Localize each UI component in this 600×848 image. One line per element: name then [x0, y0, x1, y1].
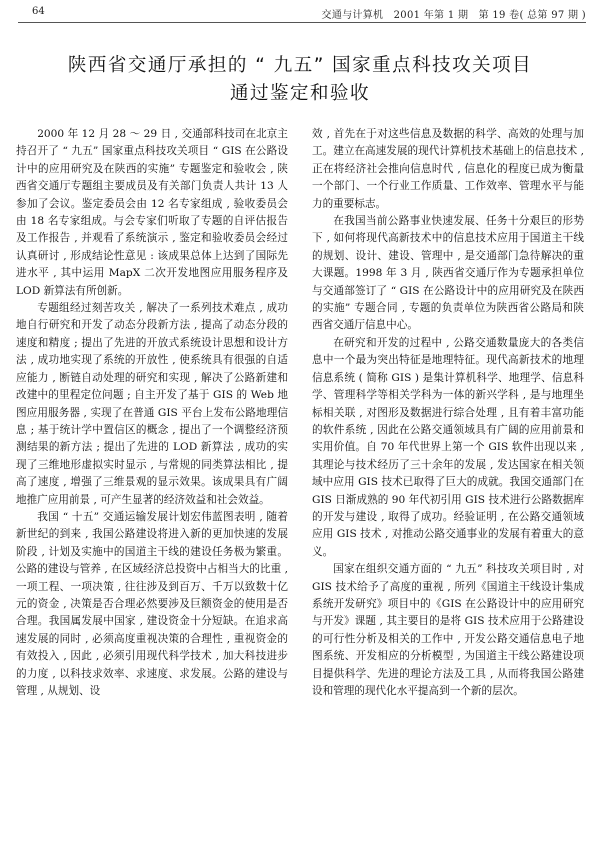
- journal-info: 交通与计算机 2001 年第 1 期 第 19 卷( 总第 97 期 ): [321, 10, 586, 21]
- paragraph-continued: 效 , 首先在于对这些信息及数据的科学、高效的处理与加工。建立在高速发展的现代计算机技术基础上的信息技术 , 正在将经济社会推向信息时代 , 信息化的程度已成为衡量一个部门、一个行业工作质量、工作效率、管理水平与能力的重要标志。: [312, 128, 584, 210]
- page-number: 64: [32, 6, 45, 17]
- right-column: [312, 126, 584, 841]
- left-column: [16, 126, 288, 841]
- paragraph: 专题组经过刻苦攻关 , 解决了一系列技术难点 , 成功地自行研究和开发了动态分段新方法 , 提高了动态分段的速度和精度 ; 提出了先进的开放式系统设计思想和设计方法 , 成功地实现了系统的开放性 , 使系统具有很强的自适应能力 , 断链自动处理的研究和实现 , 解决了公路新建和改建中的里程定位问题 ; 自主开发了基于 GIS 的 Web 地图应用服务器 , 实现了在普通 GIS 平台上发布公路地理信息 ; 基于统计学中置信区的概念 , 提出了一个调整经济预测结果的新方法 ; 提出了先进的 LOD 新算法 , 成功的实现了三维地形虚拟实时显示 , 与常规的同类算法相比 , 提高了速度 , 增强了三维景观的显示效果。该成果具有广阔地推广应用前景 , 可产生显著的经济效益和社会效益。: [16, 302, 288, 506]
- paragraph: 国家在组织交通方面的 “ 九五” 科技攻关项目时 , 对 GIS 技术给予了高度的重视 , 所列《国道主干线设计集成系统开发研究》项目中的《GIS 在公路设计中的应用研究与开发》课题 , 其主要目的是将 GIS 技术应用于公路建设的可行性分析及相关的工作中 , 开发公路交通信息电子地图系统、开发相应的分析模型 , 为国道主干线公路建设项目提供科学、先进的理论方法及工具 , 从而将我国公路建设和管理的现代化水平提高到一个新的层次。: [312, 563, 584, 697]
- running-header: [18, 4, 586, 23]
- title-line-1: 陕西省交通厅承担的 “ 九五” 国家重点科技攻关项目: [67, 55, 533, 76]
- article-title: [0, 52, 600, 108]
- paragraph: 我国 “ 十五” 交通运输发展计划宏伟蓝图表明 , 随着新世纪的到来 , 我国公路建设将进入新的更加快速的发展阶段 , 计划及实施中的国道主干线的建设任务极为繁重。公路的建设与管养 , 在区域经济总投资中占相当大的比重 , 一项工程、一项决策 , 往往涉及到百万、千万以致数十亿元的资金 , 决策是否合理必然要涉及巨额资金的使用是否合理。我国属发展中国家 , 建设资金十分短缺。在追求高速发展的同时 , 必须高度重视决策的合理性 , 重视资金的有效投入 , 因此 , 必须引用现代科学技术 , 加大科技进步的力度 , 以科技求效率、求速度、求发展。公路的建设与管理 , 从规划、设: [16, 510, 288, 697]
- paragraph: 2000 年 12 月 28 ～ 29 日 , 交通部科技司在北京主持召开了 “ 九五” 国家重点科技攻关项目 “ GIS 在公路设计中的应用研究及在陕西的实施” 专题鉴定和验收会 , 陕西省交通厅专题组主要成员及有关部门负责人共计 13 人参加了会议。鉴定委员会由 12 名专家组成 , 验收委员会由 18 名专家组成。与会专家们听取了专题的自评估报告及工作报告 , 并观看了系统演示 , 鉴定和验收委员会经过认真研讨 , 形成结论性意见 : 该成果总体上达到了国际先进水平 , 其中运用 MapX 二次开发地图应用服务程序及 LOD 新算法有所创新。: [16, 128, 288, 297]
- title-line-2: 通过鉴定和验收: [229, 83, 370, 104]
- paragraph: 在研究和开发的过程中 , 公路交通数量庞大的各类信息中一个最为突出特征是地理特征。现代高新技术的地理信息系统 ( 简称 GIS ) 是集计算机科学、地理学、信息科学、管理科学等相关学科为一体的新兴学科 , 是与地理坐标相关联 , 对图形及数据进行综合处理 , 且有着丰富功能的软件系统 , 因此在公路交通领域具有广阔的应用前景和实用价值。自 70 年代世界上第一个 GIS 软件出现以来 , 其理论与技术经历了三十余年的发展 , 发达国家在相关领域中应用 GIS 技术已取得了巨大的成就。我国交通部门在 GIS 日渐成熟的 90 年代初引用 GIS 技术进行公路数据库的开发与建设 , 取得了成功。经验证明 , 在公路交通领域应用 GIS 技术 , 对推动公路交通事业的发展有着重大的意义。: [312, 336, 584, 558]
- paragraph: 在我国当前公路事业快速发展、任务十分艰巨的形势下 , 如何将现代高新技术中的信息技术应用于国道主干线的规划、设计、建设、管理中 , 是交通部门急待解决的重大课题。1998 年 3 月 , 陕西省交通厅作为专题承担单位与交通部签订了 “ GIS 在公路设计中的应用研究及在陕西的实施” 专题合同 , 专题的负责单位为陕西省公路局和陕西省交通厅信息中心。: [312, 215, 584, 332]
